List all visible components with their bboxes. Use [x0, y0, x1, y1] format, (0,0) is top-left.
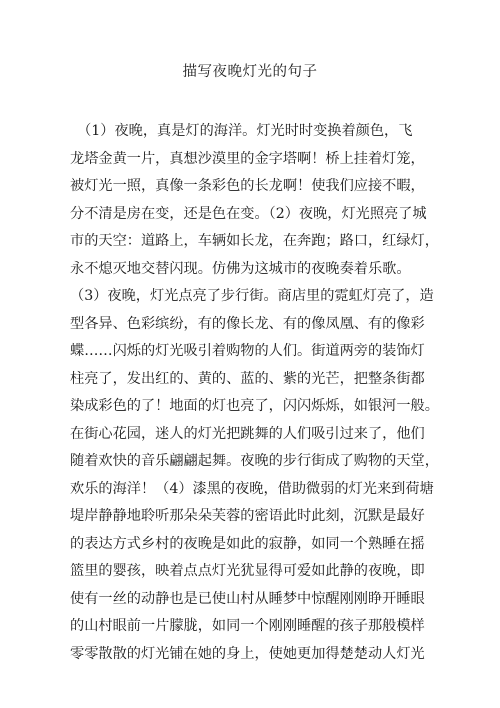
body-line-12: 在街心花园，迷人的灯光把跳舞的人们吸引过来了，他们 [70, 425, 425, 442]
body-line-8: 型各异、色彩缤纷，有的像长龙、有的像凤凰、有的像彩 [70, 315, 425, 332]
body-line-3: 被灯光一照，真像一条彩色的长龙啊！使我们应接不暇， [70, 178, 425, 194]
body-line-15: 堤岸静静地聆听那朵朵芙蓉的密语此时此刻，沉默是最好 [70, 508, 425, 524]
body-line-6: 永不熄灭地交替闪现。仿佛为这城市的夜晚奏着乐歌。 [70, 260, 411, 277]
body-line-10: 柱亮了，发出红的、黄的、蓝的、紫的光芒，把整条街都 [70, 370, 425, 387]
body-line-17: 篮里的婴孩，映着点点灯光犹显得可爱如此静的夜晚，即 [70, 563, 425, 579]
body-line-13: 随着欢快的音乐翩翩起舞。夜晚的步行街成了购物的天堂， [70, 453, 439, 469]
body-line-11: 染成彩色的了！地面的灯也亮了，闪闪烁烁，如银河一般。 [70, 398, 439, 414]
document-title: 描写夜晚灯光的句子 [182, 64, 318, 80]
body-line-9: 蝶……闪烁的灯光吸引着购物的人们。街道两旁的装饰灯 [70, 343, 425, 359]
body-line-4: 分不清是房在变，还是色在变。（2）夜晚，灯光照亮了城 [70, 205, 427, 222]
body-line-1: （1）夜晚，真是灯的海洋。灯光时时变换着颜色，飞 [70, 123, 413, 139]
document-body [70, 118, 439, 668]
body-line-19: 的山村眼前一片朦胧，如同一个刚刚睡醒的孩子那般模样 [70, 618, 425, 634]
body-line-5: 市的天空：道路上，车辆如长龙，在奔跑；路口，红绿灯， [70, 233, 439, 249]
body-line-20: 零零散散的灯光铺在她的身上，使她更加得楚楚动人灯光 [70, 645, 425, 662]
body-line-16: 的表达方式乡村的夜晚是如此的寂静，如同一个熟睡在摇 [70, 535, 425, 552]
body-line-14: 欢乐的海洋！（4）漆黑的夜晚，借助微弱的灯光来到荷塘 [70, 480, 434, 497]
body-line-18: 使有一丝的动静也是已使山村从睡梦中惊醒刚刚睁开睡眼 [70, 590, 425, 607]
body-line-7: （3）夜晚，灯光点亮了步行街。商店里的霓虹灯亮了，造 [70, 288, 434, 304]
body-line-2: 龙塔金黄一片，真想沙漠里的金字塔啊！桥上挂着灯笼， [70, 150, 425, 167]
